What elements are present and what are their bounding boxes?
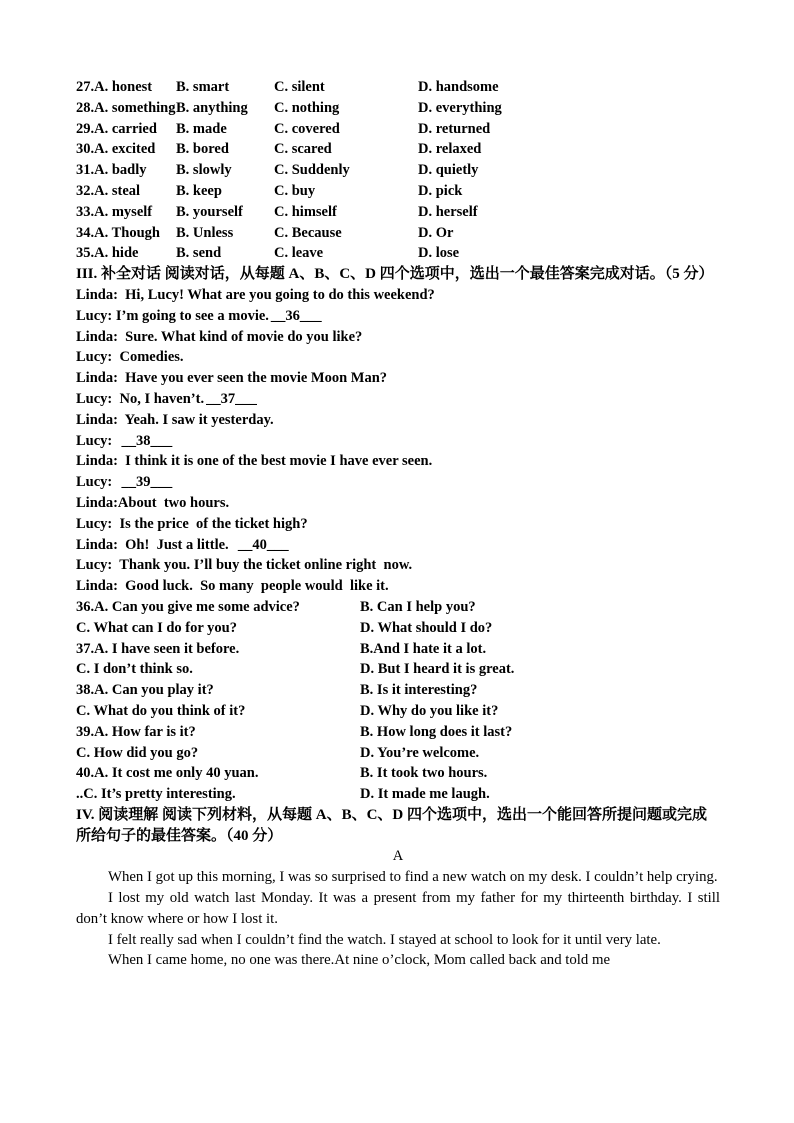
dialogue-line <box>76 327 720 348</box>
passage-a <box>76 867 720 971</box>
option-text: C. buy <box>274 182 316 199</box>
dialogue-line <box>76 514 720 535</box>
option-text: ..C. It’s pretty interesting. <box>76 786 236 803</box>
option-text: B. anything <box>176 99 248 116</box>
dialogue-option-row <box>76 784 720 805</box>
option-text: C. covered <box>274 120 340 137</box>
option-text: D. handsome <box>418 79 499 95</box>
option-text: C. silent <box>274 79 325 95</box>
dialogue-text: Lucy: I’m going to see a movie. <box>76 307 269 324</box>
cloze-question-row <box>76 139 720 160</box>
option-text: B. slowly <box>176 162 232 179</box>
option-text: B. It took two hours. <box>360 765 488 782</box>
dialogue-line <box>76 410 720 431</box>
option-text: D. But I heard it is great. <box>360 661 515 678</box>
option-text: B. bored <box>176 141 229 158</box>
option-text: 29.A. carried <box>76 120 157 137</box>
dialogue-option-row <box>76 680 720 701</box>
dialogue-options <box>76 597 720 805</box>
option-text: C. How did you go? <box>76 744 199 761</box>
dialogue-line <box>76 576 720 597</box>
option-text: C. Because <box>274 224 342 241</box>
section-3-heading: III. 补全对话 阅读对话，从每题 A、B、C、D 四个选项中，选出一个最佳答案完成对话。（5 分） <box>76 266 714 283</box>
option-text: 31.A. badly <box>76 162 147 179</box>
dialogue-option-row <box>76 639 720 660</box>
dialogue <box>76 285 720 597</box>
cloze-question-row <box>76 119 720 140</box>
dialogue-line <box>76 347 720 368</box>
dialogue-text: Lucy: Thank you. I’ll buy the ticket online right now. <box>76 557 413 574</box>
dialogue-option-row <box>76 722 720 743</box>
dialogue-text: Lucy: <box>76 474 120 491</box>
option-text: D. everything <box>418 99 502 116</box>
passage-paragraph: When I came home, no one was there.At nine o’clock, Mom called back and told me <box>108 952 611 969</box>
dialogue-option-row <box>76 618 720 639</box>
option-text: B. yourself <box>176 203 243 220</box>
cloze-question-row <box>76 98 720 119</box>
option-text: D. Why do you like it? <box>360 702 499 719</box>
cloze-question-row <box>76 160 720 181</box>
answer-blank: __38___ <box>121 432 173 449</box>
option-text: D. You’re welcome. <box>360 744 480 761</box>
option-text: C. himself <box>274 203 337 220</box>
dialogue-text: Linda: Yeah. I saw it yesterday. <box>76 411 274 428</box>
dialogue-text: Linda: Sure. What kind of movie do you like? <box>76 328 363 345</box>
option-text: D. It made me laugh. <box>360 786 490 803</box>
cloze-options <box>76 77 720 264</box>
option-text: C. scared <box>274 141 332 158</box>
option-text: 39.A. How far is it? <box>76 723 196 740</box>
dialogue-line <box>76 472 720 493</box>
option-text: B. smart <box>176 79 230 95</box>
dialogue-option-row <box>76 701 720 722</box>
dialogue-text: Lucy: Is the price of the ticket high? <box>76 515 308 532</box>
option-text: B. keep <box>176 182 222 199</box>
dialogue-line <box>76 368 720 389</box>
cloze-question-row <box>76 243 720 264</box>
dialogue-option-row <box>76 597 720 618</box>
option-text: B.And I hate it a lot. <box>360 640 487 657</box>
dialogue-line <box>76 535 720 556</box>
dialogue-text: Linda: I think it is one of the best movie I have ever seen. <box>76 453 433 470</box>
option-text: C. Suddenly <box>274 162 350 179</box>
option-text: D. pick <box>418 182 463 199</box>
option-text: D. herself <box>418 203 478 220</box>
option-text: 33.A. myself <box>76 203 153 220</box>
option-text: B. Can I help you? <box>360 598 476 615</box>
option-text: 27.A. honest <box>76 79 153 95</box>
dialogue-line <box>76 493 720 514</box>
answer-blank: __39___ <box>121 474 173 491</box>
option-text: D. lose <box>418 245 460 262</box>
option-text: 40.A. It cost me only 40 yuan. <box>76 765 259 782</box>
dialogue-text: Linda: Hi, Lucy! What are you going to do this weekend? <box>76 286 435 303</box>
section-4-heading: IV. 阅读理解 阅读下列材料，从每题 A、B、C、D 四个选项中，选出一个能回答所提问题或完成所给句子的最佳答案。（40 分） <box>76 806 707 844</box>
option-text: 35.A. hide <box>76 245 139 262</box>
cloze-question-row <box>76 202 720 223</box>
option-text: 37.A. I have seen it before. <box>76 640 240 657</box>
option-text: 28.A. something <box>76 99 176 116</box>
dialogue-text: Lucy: <box>76 432 120 449</box>
dialogue-text: Linda: Have you ever seen the movie Moon Man? <box>76 370 388 387</box>
option-text: C. What do you think of it? <box>76 702 246 719</box>
dialogue-text: Linda:About two hours. <box>76 494 230 511</box>
passage-paragraph: When I got up this morning, I was so surprised to find a new watch on my desk. I couldn’t help crying. <box>108 869 718 886</box>
option-text: D. Or <box>418 224 454 241</box>
option-text: 36.A. Can you give me some advice? <box>76 598 300 615</box>
dialogue-text: Linda: Oh! Just a little. <box>76 536 236 553</box>
passage-label: A <box>392 848 404 865</box>
option-text: D. quietly <box>418 162 479 179</box>
option-text: 38.A. Can you play it? <box>76 682 214 699</box>
option-text: 34.A. Though <box>76 224 160 241</box>
dialogue-option-row <box>76 659 720 680</box>
option-text: D. What should I do? <box>360 619 493 636</box>
cloze-question-row <box>76 223 720 244</box>
option-text: B. How long does it last? <box>360 723 513 740</box>
option-text: B. made <box>176 120 227 137</box>
option-text: B. Unless <box>176 224 234 241</box>
answer-blank: __40___ <box>237 536 289 553</box>
option-text: D. relaxed <box>418 141 482 158</box>
dialogue-option-row <box>76 763 720 784</box>
answer-blank: __37___ <box>206 390 257 407</box>
cloze-question-row <box>76 77 720 98</box>
dialogue-line <box>76 389 720 410</box>
option-text: B. send <box>176 245 222 262</box>
option-text: D. returned <box>418 120 491 137</box>
exam-page <box>76 77 720 971</box>
option-text: C. leave <box>274 245 324 262</box>
cloze-question-row <box>76 181 720 202</box>
option-text: B. Is it interesting? <box>360 682 478 699</box>
option-text: C. I don’t think so. <box>76 661 193 678</box>
dialogue-text: Lucy: Comedies. <box>76 349 184 366</box>
dialogue-line <box>76 431 720 452</box>
dialogue-text: Lucy: No, I haven’t. <box>76 390 205 407</box>
option-text: 30.A. excited <box>76 141 156 158</box>
passage-paragraph: I lost my old watch last Monday. It was a present from my father for my thirteenth birthday. I still don’t know where or how I lost it. <box>76 890 720 927</box>
dialogue-text: Linda: Good luck. So many people would like it. <box>76 578 389 595</box>
answer-blank: __36___ <box>270 307 322 324</box>
dialogue-line <box>76 451 720 472</box>
option-text: 32.A. steal <box>76 182 141 199</box>
dialogue-option-row <box>76 743 720 764</box>
passage-paragraph: I felt really sad when I couldn’t find the watch. I stayed at school to look for it until very late. <box>108 931 661 948</box>
dialogue-line <box>76 285 720 306</box>
option-text: C. What can I do for you? <box>76 619 238 636</box>
dialogue-line <box>76 306 720 327</box>
option-text: C. nothing <box>274 99 340 116</box>
dialogue-line <box>76 555 720 576</box>
